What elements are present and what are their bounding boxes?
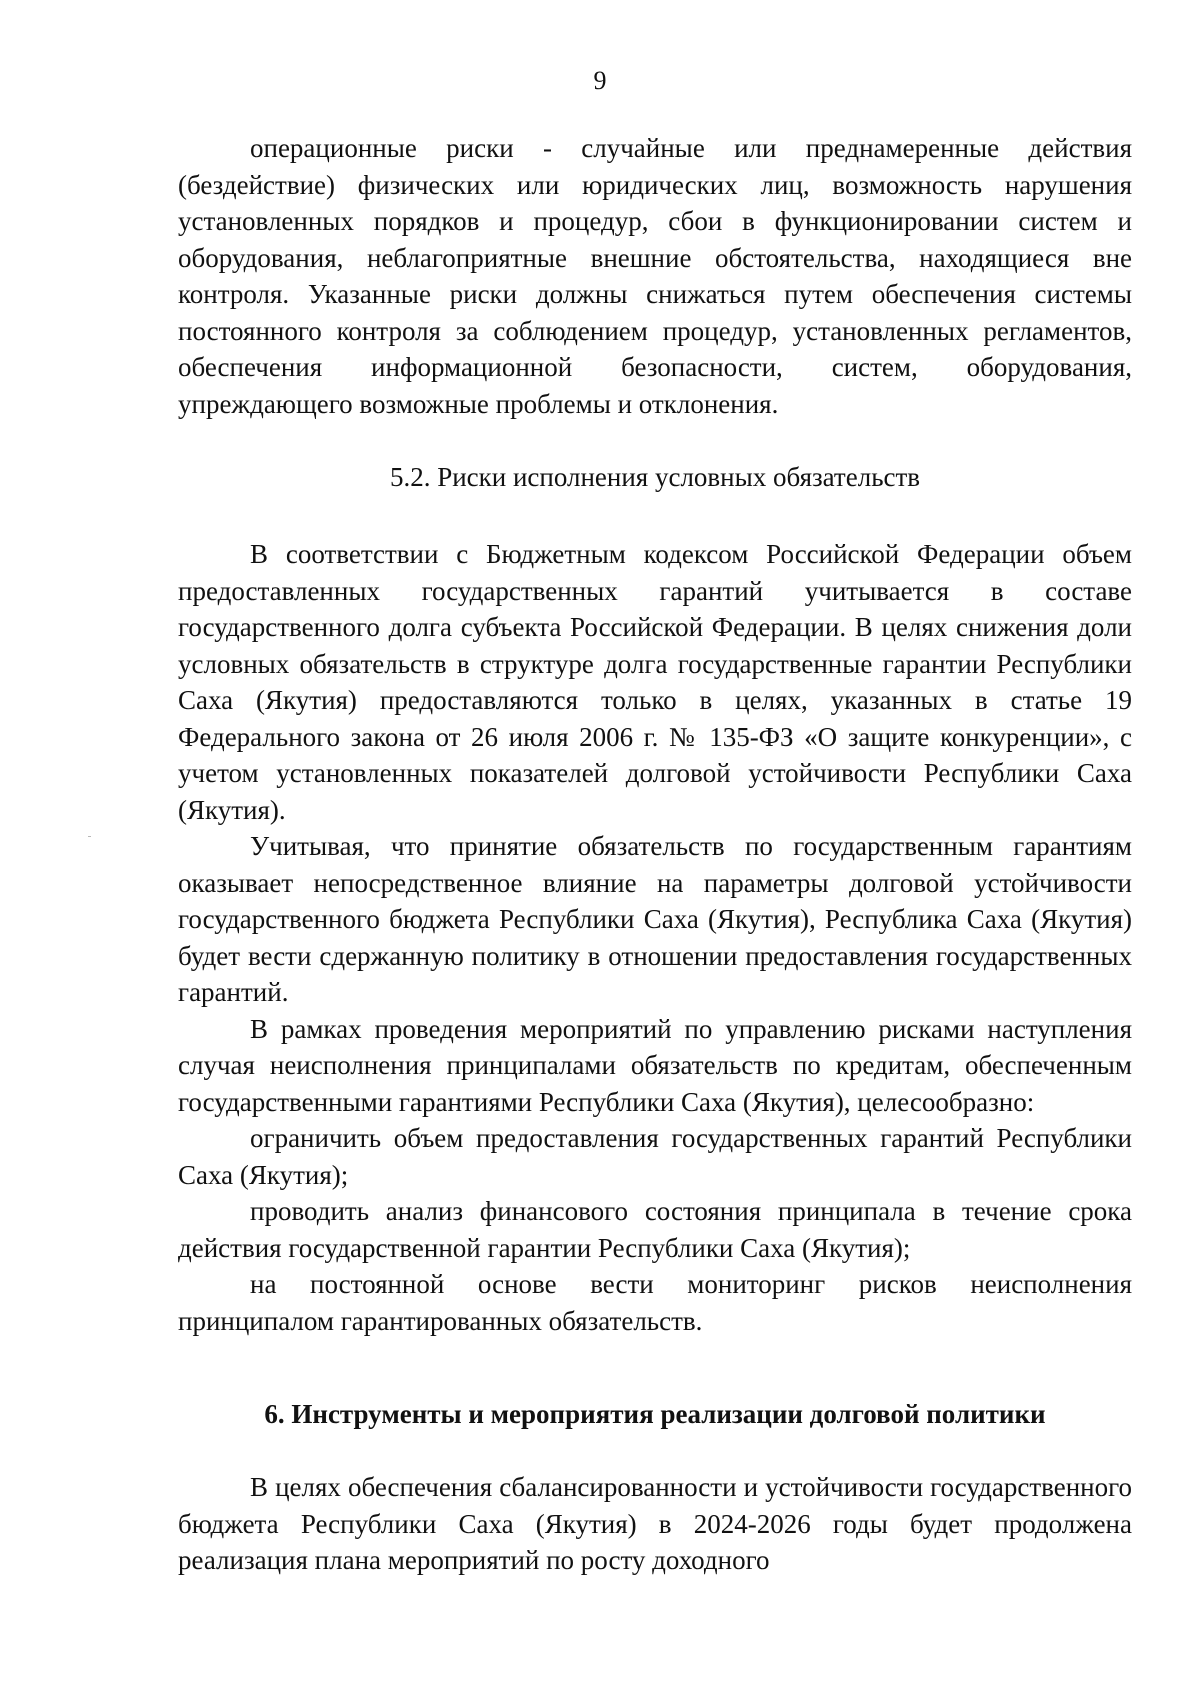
section-heading-6: 6. Инструменты и мероприятия реализации долговой политики (264, 1399, 1046, 1429)
paragraph: Учитывая, что принятие обязательств по государственным гарантиям оказывает непосредственное влияние на параметры долговой устойчивости государственного бюджета Республики Саха (Якутия), Республика Саха (Якутия) будет вести сдержанную политику в отношении предоставления государственных гарантий. (178, 831, 1132, 1007)
list-item: проводить анализ финансового состояния принципала в течение срока действия государственной гарантии Республики Саха (Якутия); (178, 1196, 1132, 1263)
contingent-obligations-block (178, 536, 1132, 1339)
operational-risks-block (178, 130, 1132, 422)
page-number: 9 (593, 66, 607, 95)
list-item: ограничить объем предоставления государственных гарантий Республики Саха (Якутия); (178, 1123, 1132, 1190)
paragraph: операционные риски - случайные или преднамеренные действия (бездействие) физических или юридических лиц, возможность нарушения установленных порядков и процедур, сбои в функционировании систем и оборудования, неблагоприятные внешние обстоятельства, находящиеся вне контроля. Указанные риски должны снижаться путем обеспечения системы постоянного контроля за соблюдением процедур, установленных регламентов, обеспечения информационной безопасности, систем, оборудования, упреждающего возможные проблемы и отклонения. (178, 133, 1132, 419)
list-item: на постоянной основе вести мониторинг рисков неисполнения принципалом гарантированных обязательств. (178, 1269, 1132, 1336)
paragraph: В рамках проведения мероприятий по управлению рисками наступления случая неисполнения принципалами обязательств по кредитам, обеспеченным государственными гарантиями Республики Саха (Якутия), целесообразно: (178, 1013, 1132, 1117)
paragraph: В соответствии с Бюджетным кодексом Российской Федерации объем предоставленных государственных гарантий учитывается в составе государственного долга субъекта Российской Федерации. В целях снижения доли условных обязательств в структуре долга государственные гарантии Республики Саха (Якутия) предоставляются только в целях, указанных в статье 19 Федерального закона от 26 июля 2006 г. № 135-ФЗ «О защите конкуренции», с учетом установленных показателей долговой устойчивости Республики Саха (Якутия). (178, 539, 1132, 825)
scan-speck (88, 836, 91, 837)
section-heading-5-2: 5.2. Риски исполнения условных обязательств (389, 462, 921, 492)
debt-policy-instruments-block (178, 1469, 1132, 1579)
paragraph: В целях обеспечения сбалансированности и устойчивости государственного бюджета Республики Саха (Якутия) в 2024-2026 годы будет продолжена реализация плана мероприятий по росту доходного (178, 1472, 1132, 1575)
